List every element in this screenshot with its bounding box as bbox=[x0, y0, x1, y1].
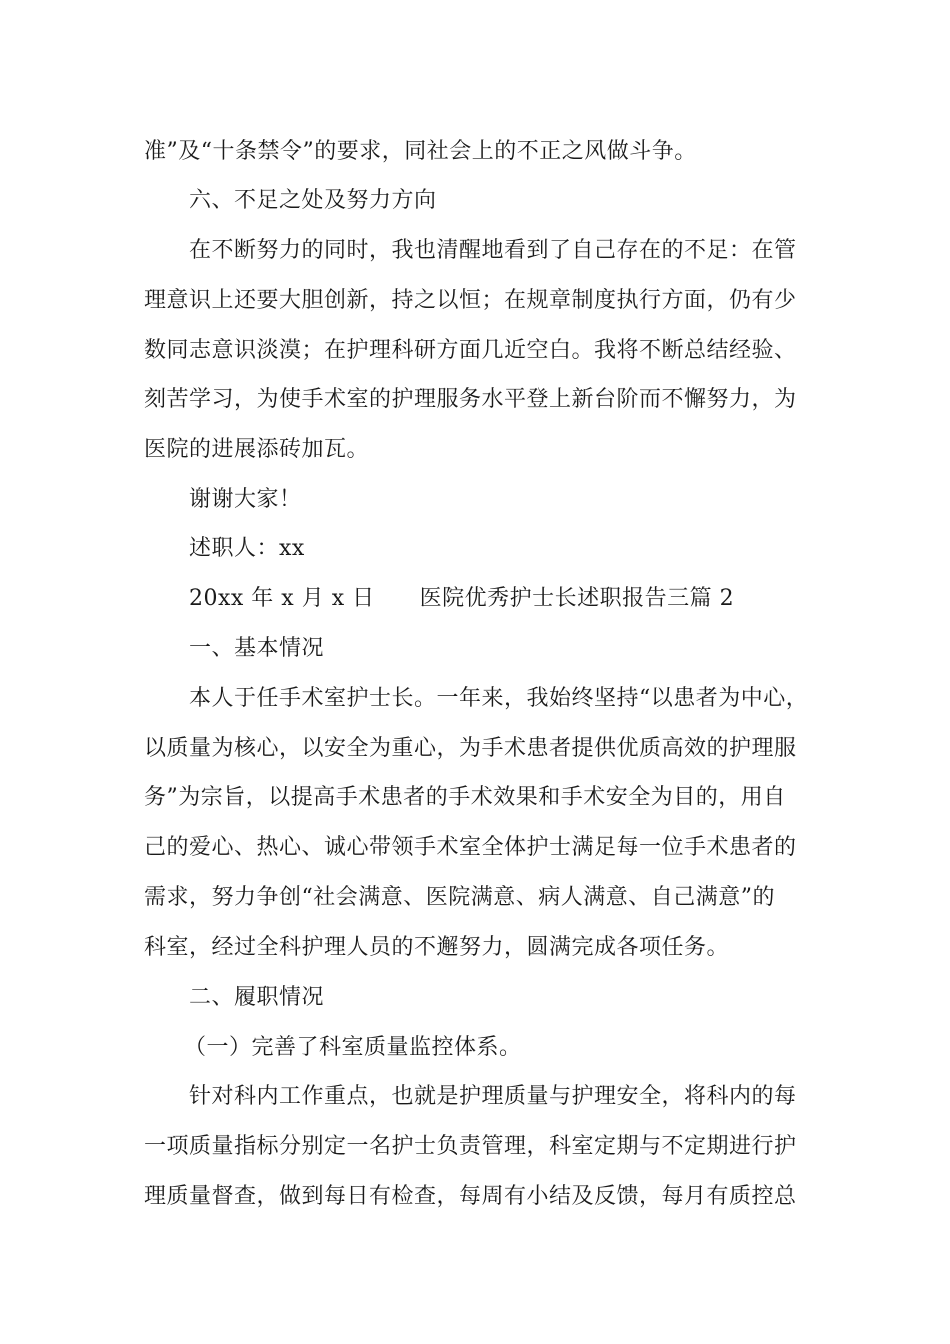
text-line: 一项质量指标分别定一名护士负责管理，科室定期与不定期进行护 bbox=[144, 1134, 797, 1159]
author-line: 述职人：xx bbox=[189, 536, 305, 561]
text-line: 需求，努力争创“社会满意、医院满意、病人满意、自己满意”的 bbox=[144, 885, 775, 910]
text-line: 准”及“十条禁令”的要求，同社会上的不正之风做斗争。 bbox=[144, 139, 697, 164]
text-line: 理意识上还要大胆创新，持之以恒；在规章制度执行方面，仍有少 bbox=[144, 288, 797, 313]
section-heading: 二、履职情况 bbox=[189, 985, 325, 1010]
text-line: 理质量督查，做到每日有检查，每周有小结及反馈，每月有质控总 bbox=[144, 1184, 797, 1209]
text-line: 在不断努力的同时，我也清醒地看到了自己存在的不足：在管 bbox=[189, 238, 797, 263]
subsection-heading: （一）完善了科室质量监控体系。 bbox=[184, 1035, 522, 1060]
section-heading: 六、不足之处及努力方向 bbox=[189, 188, 437, 213]
text-line: 科室，经过全科护理人员的不邂努力，圆满完成各项任务。 bbox=[144, 935, 730, 960]
text-line: 刻苦学习，为使手术室的护理服务水平登上新台阶而不懈努力，为 bbox=[144, 387, 797, 412]
text-line: 本人于任手术室护士长。一年来，我始终坚持“以患者为中心， bbox=[189, 686, 809, 711]
section-heading: 一、基本情况 bbox=[189, 636, 325, 661]
closing-line: 谢谢大家！ bbox=[189, 487, 302, 512]
text-line: 数同志意识淡漠；在护理科研方面几近空白。我将不断总结经验、 bbox=[144, 338, 797, 363]
text-line: 务”为宗旨，以提高手术患者的手术效果和手术安全为目的，用自 bbox=[144, 785, 786, 810]
text-line: 以质量为核心，以安全为重心，为手术患者提供优质高效的护理服 bbox=[144, 736, 797, 761]
text-line: 针对科内工作重点，也就是护理质量与护理安全，将科内的每 bbox=[189, 1084, 797, 1109]
text-line: 医院的进展添砖加瓦。 bbox=[144, 437, 370, 462]
date-title-line: 20xx 年 x 月 x 日 医院优秀护士长述职报告三篇 2 bbox=[189, 586, 735, 611]
text-line: 己的爱心、热心、诚心带领手术室全体护士满足每一位手术患者的 bbox=[144, 835, 797, 860]
